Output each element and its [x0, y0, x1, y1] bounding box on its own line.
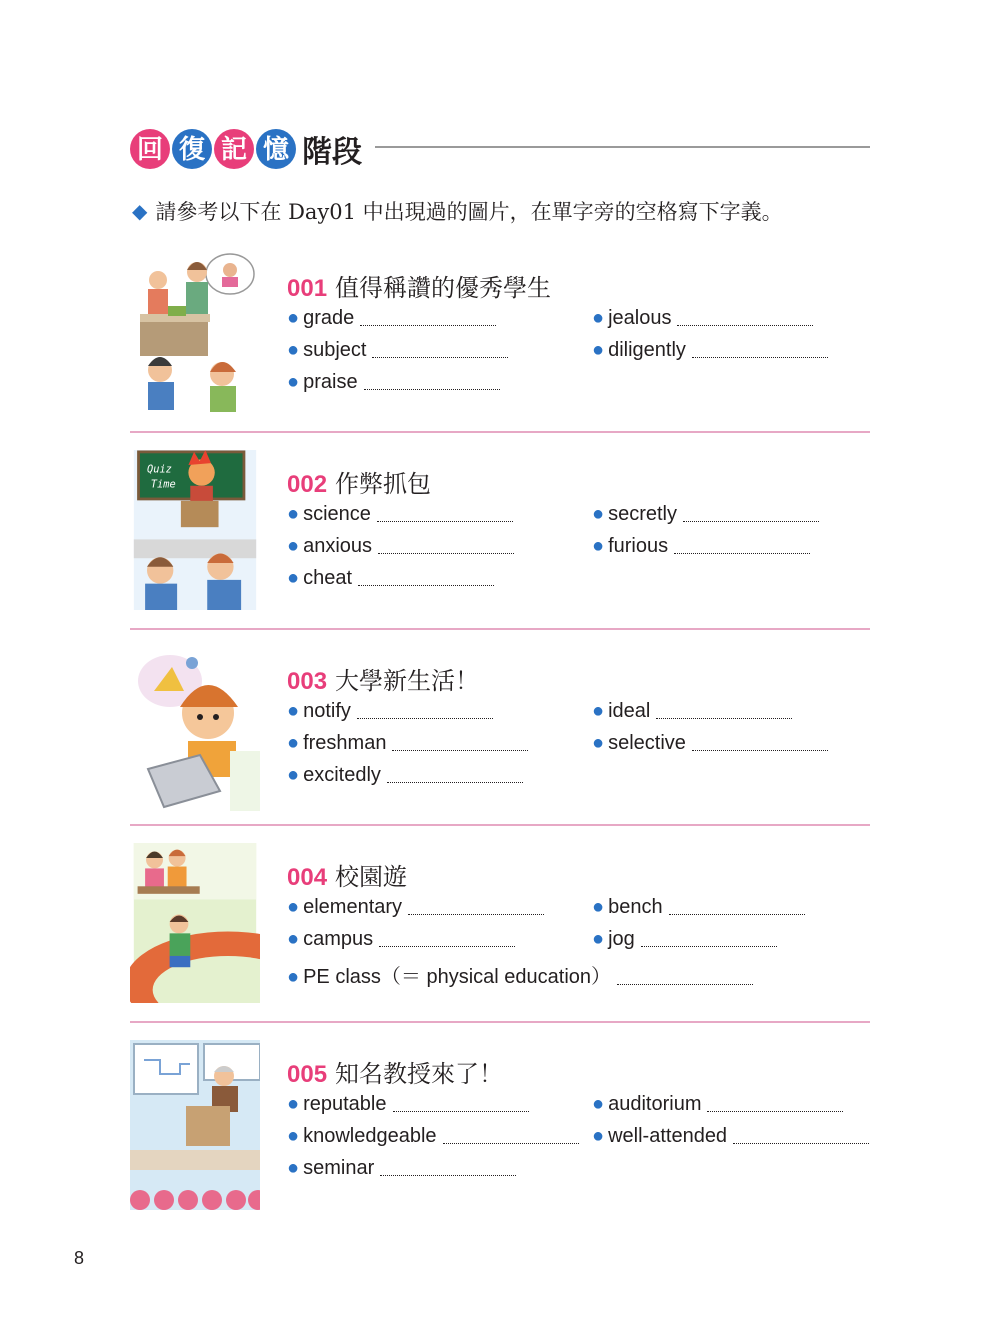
- vocab-section-001: [130, 250, 870, 425]
- vocab-word: anxious: [303, 535, 373, 557]
- section-title-text: 值得稱讚的優秀學生: [335, 275, 552, 302]
- answer-blank[interactable]: [393, 1111, 529, 1112]
- diamond-icon: ◆: [132, 199, 148, 223]
- vocab-word: freshman: [303, 732, 387, 754]
- answer-blank[interactable]: [377, 521, 513, 522]
- section-divider: [130, 431, 870, 433]
- section-title-text: 大學新生活！: [335, 668, 480, 695]
- vocab-item: ● elementary: [287, 896, 544, 919]
- vocab-item: ● ideal: [592, 700, 792, 723]
- vocab-item: ● cheat: [287, 567, 494, 590]
- cheating-illustration-icon: [130, 450, 260, 610]
- answer-blank[interactable]: [683, 521, 819, 522]
- answer-blank[interactable]: [692, 750, 828, 751]
- instruction: [132, 196, 783, 226]
- vocab-word: ideal: [608, 700, 651, 722]
- quiz-text: Quiz: [147, 463, 172, 476]
- answer-blank[interactable]: [443, 1143, 579, 1144]
- vocab-section-003: [130, 643, 870, 818]
- answer-blank[interactable]: [656, 718, 792, 719]
- answer-blank[interactable]: [392, 750, 528, 751]
- vocab-section-004: [130, 839, 870, 1014]
- header-title-rest: 階段: [302, 136, 362, 169]
- vocab-section-002: [130, 446, 870, 621]
- vocab-word: jog: [608, 928, 635, 950]
- vocab-word: PE class（＝ physical education）: [303, 966, 612, 988]
- section-title-text: 作弊抓包: [335, 471, 432, 498]
- answer-blank[interactable]: [733, 1143, 869, 1144]
- vocab-word: diligently: [608, 339, 686, 361]
- vocab-word: excitedly: [303, 764, 381, 786]
- vocab-item: ● grade: [287, 307, 496, 330]
- section-header: [130, 127, 362, 171]
- answer-blank[interactable]: [360, 325, 496, 326]
- answer-blank[interactable]: [674, 553, 810, 554]
- vocab-word: furious: [608, 535, 669, 557]
- vocab-item: ● secretly: [592, 503, 819, 526]
- vocab-item: ● PE class（＝ physical education）: [287, 960, 753, 989]
- vocab-word: subject: [303, 339, 367, 361]
- vocab-word: knowledgeable: [303, 1125, 437, 1147]
- vocab-section-005: [130, 1036, 870, 1211]
- vocab-item: ● knowledgeable: [287, 1125, 579, 1148]
- answer-blank[interactable]: [372, 357, 508, 358]
- section-title-text: 校園遊: [335, 864, 408, 891]
- vocab-item: ● anxious: [287, 535, 514, 558]
- section-title-001: [287, 268, 551, 303]
- header-circle-4: 憶: [256, 129, 296, 169]
- vocab-item: ● auditorium: [592, 1093, 843, 1116]
- header-circle-3: 記: [214, 129, 254, 169]
- section-number: 003: [287, 668, 328, 695]
- vocab-item: ● seminar: [287, 1157, 516, 1180]
- section-title-text: 知名教授來了！: [335, 1061, 504, 1088]
- vocab-item: ● praise: [287, 371, 500, 394]
- vocab-word: secretly: [608, 503, 677, 525]
- answer-blank[interactable]: [358, 585, 494, 586]
- page-number: 8: [74, 1248, 85, 1268]
- vocab-item: ● furious: [592, 535, 810, 558]
- vocab-item: ● freshman: [287, 732, 528, 755]
- vocab-word: notify: [303, 700, 351, 722]
- answer-blank[interactable]: [617, 984, 753, 985]
- vocab-item: ● well-attended: [592, 1125, 869, 1148]
- vocab-item: ● selective: [592, 732, 828, 755]
- vocab-word: selective: [608, 732, 686, 754]
- answer-blank[interactable]: [692, 357, 828, 358]
- answer-blank[interactable]: [379, 946, 515, 947]
- answer-blank[interactable]: [380, 1175, 516, 1176]
- section-divider: [130, 824, 870, 826]
- header-circle-1: 回: [130, 129, 170, 169]
- instruction-text: 請參考以下在 Day01 中出現過的圖片，在單字旁的空格寫下字義。: [155, 200, 783, 224]
- vocab-word: science: [303, 503, 371, 525]
- answer-blank[interactable]: [378, 553, 514, 554]
- section-number: 005: [287, 1061, 328, 1088]
- students-illustration-icon: [130, 252, 260, 412]
- vocab-item: ● diligently: [592, 339, 828, 362]
- section-divider: [130, 1021, 870, 1023]
- section-title-004: [287, 857, 407, 892]
- vocab-item: ● subject: [287, 339, 508, 362]
- vocab-item: ● reputable: [287, 1093, 529, 1116]
- vocab-word: jealous: [608, 307, 672, 329]
- answer-blank[interactable]: [357, 718, 493, 719]
- vocab-word: praise: [303, 371, 358, 393]
- answer-blank[interactable]: [669, 914, 805, 915]
- vocab-word: well-attended: [608, 1125, 728, 1147]
- freshman-illustration-icon: [130, 651, 260, 811]
- answer-blank[interactable]: [408, 914, 544, 915]
- vocab-item: ● bench: [592, 896, 805, 919]
- header-circle-2: 復: [172, 129, 212, 169]
- section-divider: [130, 628, 870, 630]
- section-number: 002: [287, 471, 328, 498]
- vocab-word: seminar: [303, 1157, 375, 1179]
- section-title-002: [287, 464, 431, 499]
- section-title-005: [287, 1054, 503, 1089]
- answer-blank[interactable]: [707, 1111, 843, 1112]
- vocab-word: grade: [303, 307, 355, 329]
- professor-illustration-icon: [130, 1040, 260, 1210]
- section-title-003: [287, 661, 479, 696]
- vocab-item: ● jealous: [592, 307, 813, 330]
- vocab-word: cheat: [303, 567, 353, 589]
- vocab-word: elementary: [303, 896, 403, 918]
- answer-blank[interactable]: [677, 325, 813, 326]
- header-rule: [375, 146, 870, 148]
- vocab-item: ● notify: [287, 700, 493, 723]
- time-text: Time: [150, 478, 176, 491]
- vocab-word: auditorium: [608, 1093, 702, 1115]
- vocab-word: bench: [608, 896, 663, 918]
- answer-blank[interactable]: [387, 782, 523, 783]
- answer-blank[interactable]: [364, 389, 500, 390]
- vocab-word: campus: [303, 928, 374, 950]
- vocab-item: ● campus: [287, 928, 515, 951]
- vocab-word: reputable: [303, 1093, 387, 1115]
- campus-illustration-icon: [130, 843, 260, 1003]
- vocab-item: ● science: [287, 503, 513, 526]
- vocab-item: ● jog: [592, 928, 777, 951]
- section-number: 004: [287, 864, 328, 891]
- section-number: 001: [287, 275, 328, 302]
- answer-blank[interactable]: [641, 946, 777, 947]
- vocab-item: ● excitedly: [287, 764, 523, 787]
